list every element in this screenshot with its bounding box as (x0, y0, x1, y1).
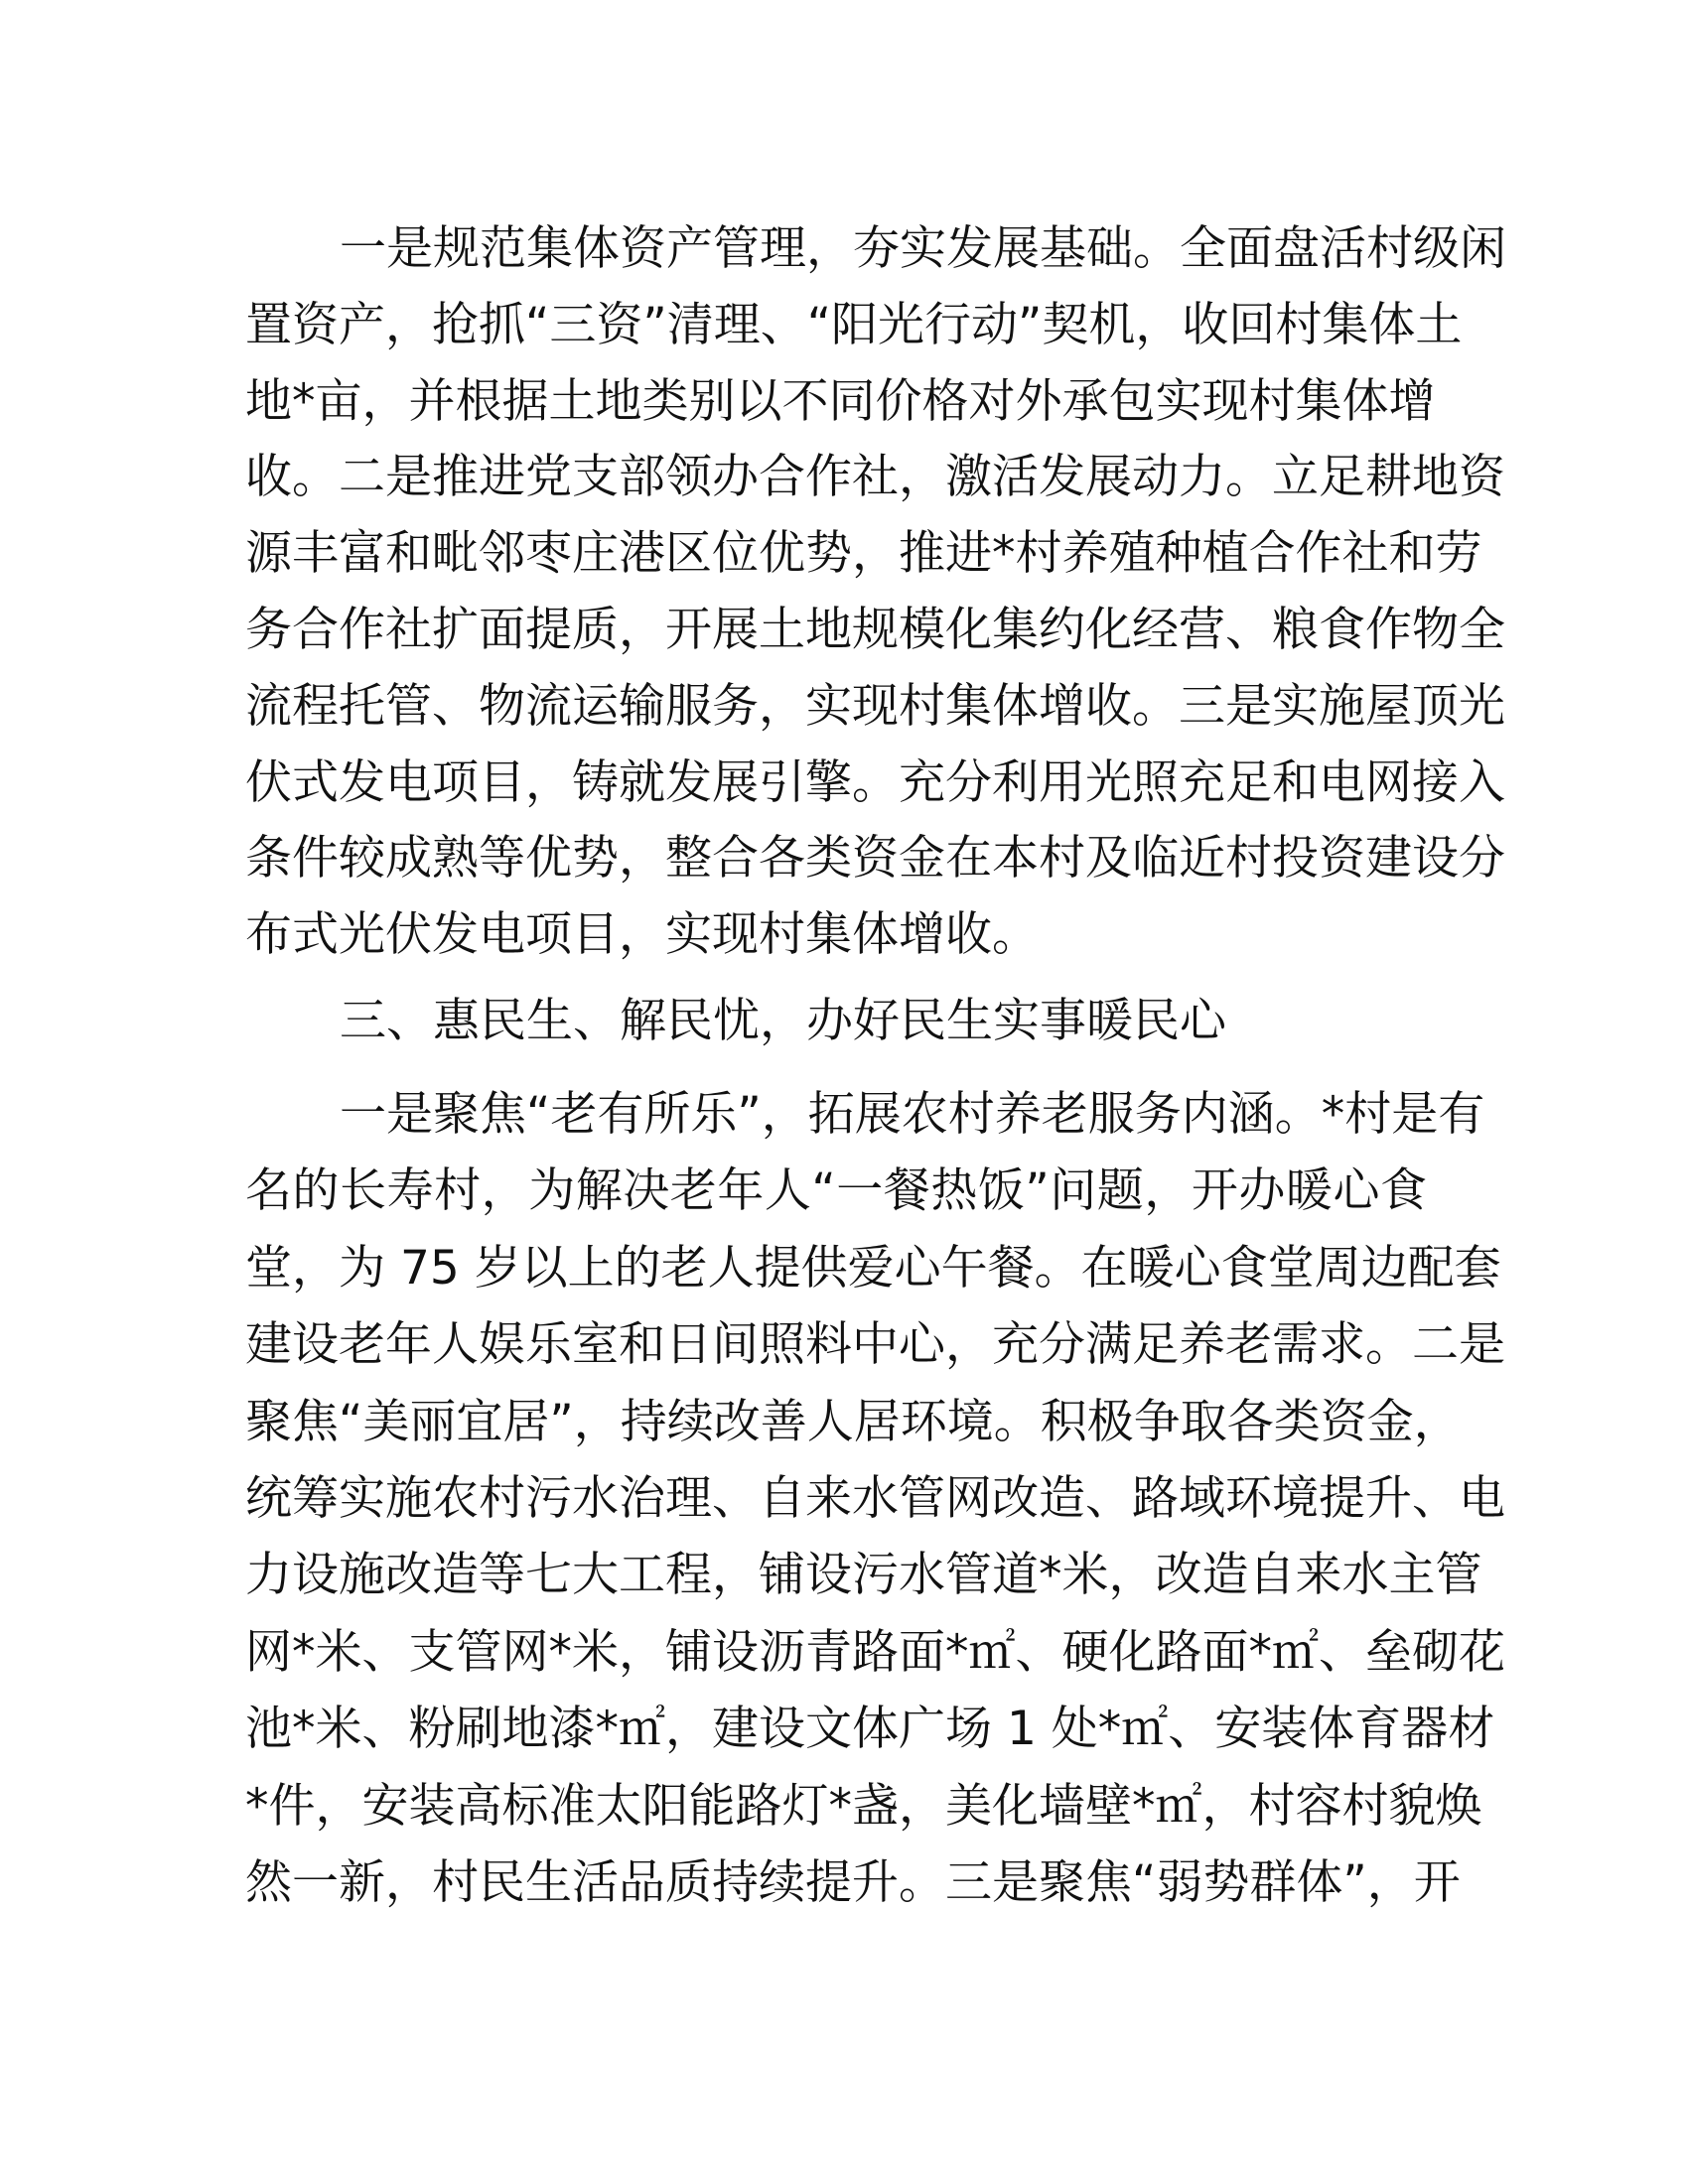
text-line: 一是聚焦“老有所乐”，拓展农村养老服务内涵。*村是有 (340, 1087, 1485, 1142)
text-line: 建设老年人娱乐室和日间照料中心，充分满足养老需求。二是 (245, 1317, 1505, 1373)
text-line: 聚焦“美丽宜居”，持续改善人居环境。积极争取各类资金， (245, 1394, 1461, 1449)
text-line: 然一新，村民生活品质持续提升。三是聚焦“弱势群体”，开 (245, 1854, 1461, 1910)
text-line: 名的长寿村，为解决老年人“一餐热饭”问题，开办暖心食 (245, 1163, 1427, 1219)
text-line: 地*亩，并根据土地类别以不同价格对外承包实现村集体增 (245, 373, 1436, 429)
text-line: 堂，为 75 岁以上的老人提供爱心午餐。在暖心食堂周边配套 (245, 1240, 1501, 1296)
text-line: 布式光伏发电项目，实现村集体增收。 (245, 907, 1039, 963)
text-line: *件，安装高标准太阳能路灯*盏，美化墙壁*㎡，村容村貌焕 (245, 1778, 1482, 1834)
paragraph-livelihood (245, 1076, 1505, 1921)
text-line: 一是规范集体资产管理，夯实发展基础。全面盘活村级闲 (340, 221, 1506, 276)
text-line: 条件较成熟等优势，整合各类资金在本村及临近村投资建设分 (245, 831, 1505, 887)
text-line: 务合作社扩面提质，开展土地规模化集约化经营、粮食作物全 (245, 602, 1505, 657)
section-heading (245, 983, 1427, 1059)
text-line: 收。二是推进党支部领办合作社，激活发展动力。立足耕地资 (245, 450, 1505, 505)
text-line: 置资产，抢抓“三资”清理、“阳光行动”契机，收回村集体土 (245, 297, 1463, 352)
text-line: 源丰富和毗邻枣庄港区位优势，推进*村养殖种植合作社和劳 (245, 526, 1482, 582)
paragraph-collective-assets (245, 210, 1506, 973)
section-heading-text: 三、惠民生、解民忧，办好民生实事暖民心 (340, 994, 1226, 1048)
text-line: 统筹实施农村污水治理、自来水管网改造、路域环境提升、电 (245, 1470, 1505, 1526)
text-line: 流程托管、物流运输服务，实现村集体增收。三是实施屋顶光 (245, 678, 1505, 734)
text-line: 池*米、粉刷地漆*㎡，建设文体广场 1 处*㎡、安装体育器材 (245, 1702, 1495, 1757)
text-line: 伏式发电项目，铸就发展引擎。充分利用光照充足和电网接入 (245, 754, 1505, 810)
text-line: 力设施改造等七大工程，铺设污水管道*米，改造自来水主管 (245, 1548, 1482, 1603)
text-line: 网*米、支管网*米，铺设沥青路面*㎡、硬化路面*㎡、垒砌花 (245, 1624, 1505, 1680)
